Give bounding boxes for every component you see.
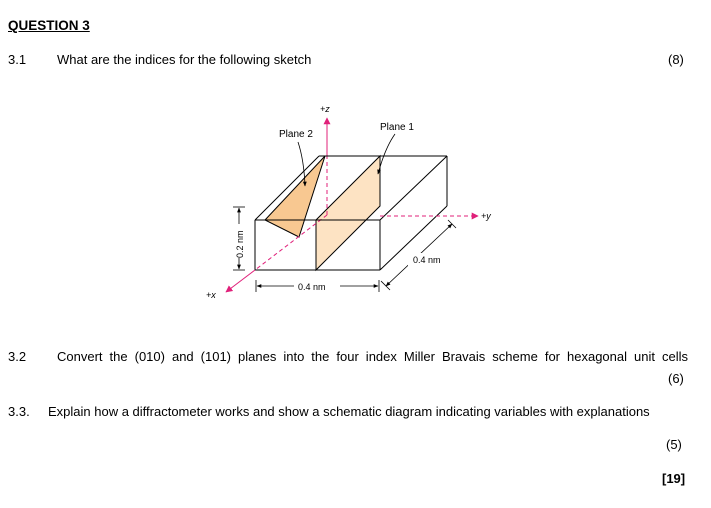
plane-1-shape [316,156,380,270]
axis-y-label: +y [481,211,491,221]
dim-depth-label: 0.4 nm [413,255,441,265]
total-marks: [19] [662,471,686,486]
dim-width-label: 0.4 nm [298,282,326,292]
q1-text: What are the indices for the following sketch [57,52,312,67]
q2-number: 3.2 [8,349,27,364]
axis-x-label: +x [206,290,216,300]
q1-marks: (8) [668,52,684,67]
q2-marks: (6) [668,371,684,386]
q1-number: 3.1 [8,52,27,67]
q3-marks: (5) [666,437,682,452]
axis-z-label: +z [320,104,330,114]
miller-indices-sketch [195,98,525,303]
q3-number: 3.3. [8,404,30,419]
dim-height-label: 0.2 nm [235,230,245,258]
question-title: QUESTION 3 [8,18,90,33]
q2-text: Convert the (010) and (101) planes into the four index Miller Bravais scheme for hexagonal unit cells [57,349,688,364]
plane-1-label: Plane 1 [380,122,414,133]
q3-text: Explain how a diffractometer works and show a schematic diagram indicating variables with explanations [48,404,650,419]
plane-2-label: Plane 2 [279,129,313,140]
